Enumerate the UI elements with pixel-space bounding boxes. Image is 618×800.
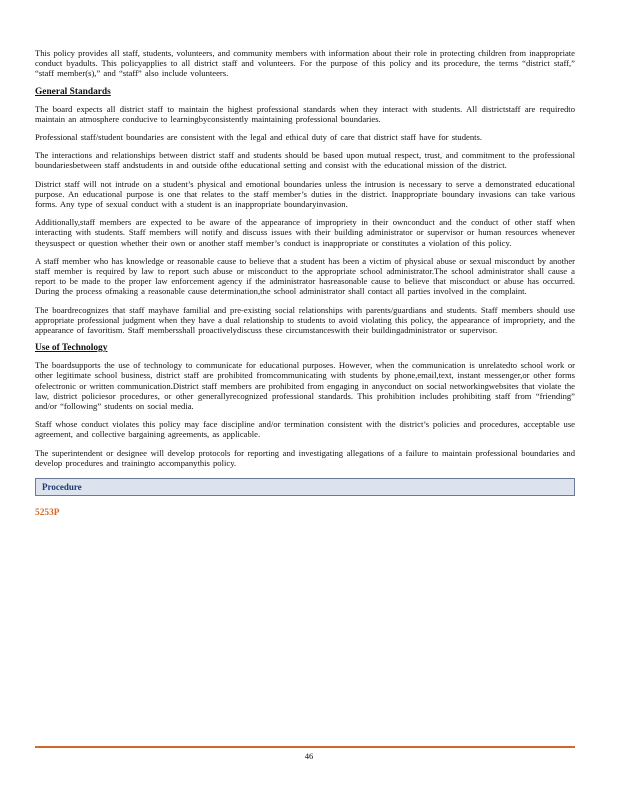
technology-paragraph-2: Staff whose conduct violates this policy may face discipline and/or termination consistent with the district’s policies and procedures, acceptable use agreement, and collective bargaining agreements, as applicable.	[35, 419, 575, 440]
general-standards-paragraph-3: The interactions and relationships between district staff and students should be based upon mutual respect, trust, and commitment to the professional boundariesbetween staff andstudents in and outside ofthe educational setting and consist with the educational mission of the district.	[35, 150, 575, 171]
procedure-label: Procedure	[42, 482, 82, 493]
general-standards-paragraph-2: Professional staff/student boundaries are consistent with the legal and ethical duty of care that district staff have for students.	[35, 132, 483, 143]
technology-paragraph-3: The superintendent or designee will develop protocols for reporting and investigating allegations of a failure to maintain professional boundaries and develop procedures and trainingto accompanythis policy.	[35, 447, 575, 468]
page-number: 46	[304, 751, 314, 761]
general-standards-paragraph-6: A staff member who has knowledge or reasonable cause to believe that a student has been a victim of physical abuse or sexual misconduct by another staff member is required by law to report such abuse or misconduct to the appropriate school administrator.The school administrator shall cause a report to be made to the proper law enforcement agency if the administrator hasreasonable cause to believe that misconduct or abuse has occurred. During the process ofmaking a reasonable cause determination,the school administrator shall contact all parties involved in the complaint.	[35, 255, 575, 297]
intro-paragraph: This policy provides all staff, students, volunteers, and community members with information about their role in protecting children from inappropriate conduct byadults. This policyapplies to all district staff and volunteers. For the purpose of this policy and its procedure, the terms “district staff,” “staff member(s),” and “staff” also include volunteers.	[35, 48, 575, 79]
general-standards-paragraph-7: The boardrecognizes that staff mayhave familial and pre-existing social relationships with parents/guardians and students. Staff members should use appropriate professional judgment when they have a dual relationship to students to avoid violating this policy, the appearance of impropriety, and the appearance of favoritism. Staff membersshall proactivelydiscuss these circumstanceswith their buildingadministrator or supervisor.	[35, 304, 575, 336]
general-standards-paragraph-5: Additionally,staff members are expected to be aware of the appearance of impropriety in their ownconduct and the conduct of other staff when interacting with students. Staff members will notify and discuss issues with their building administrator or supervisor or human resources whenever theysuspect or question whether their own or another staff member’s conduct is inappropriate or constitutes a violation of this policy.	[35, 217, 575, 248]
general-standards-paragraph-1: The board expects all district staff to maintain the highest professional standards when they interact with students. All districtstaff are requiredto maintain an atmosphere conducive to learningbyconsistently maintaining professional boundaries.	[35, 103, 575, 124]
technology-paragraph-1: The boardsupports the use of technology to communicate for educational purposes. However, when the communication is unrelatedto school work or other legitimate school business, district staff are prohibited fromcommunicating with students by phone,email,text, instant messenger,or other forms ofelectronic or written communication.District staff members are prohibited from engaging in anyconduct on social networkingwebsites that violate the law, district policiesor procedures, or other generallyrecognized professional standards. This prohibition includes prohibiting staff from “friending” and/or “following” students on social media.	[35, 360, 575, 412]
policy-code: 5253P	[35, 508, 60, 519]
use-of-technology-heading: Use of Technology	[35, 343, 108, 354]
footer-divider	[35, 746, 575, 748]
document-page	[35, 48, 575, 518]
general-standards-paragraph-4: District staff will not intrude on a student’s physical and emotional boundaries unless the intrusion is necessary to serve a demonstrated educational purpose. An educational purpose is one that relates to the staff member’s duties in the district. Inappropriate boundary invasions can take various forms. Any type of sexual conduct with a student is an inappropriate boundaryinvasion.	[35, 178, 575, 210]
general-standards-heading: General Standards	[35, 86, 111, 97]
procedure-section-bar	[35, 478, 575, 496]
